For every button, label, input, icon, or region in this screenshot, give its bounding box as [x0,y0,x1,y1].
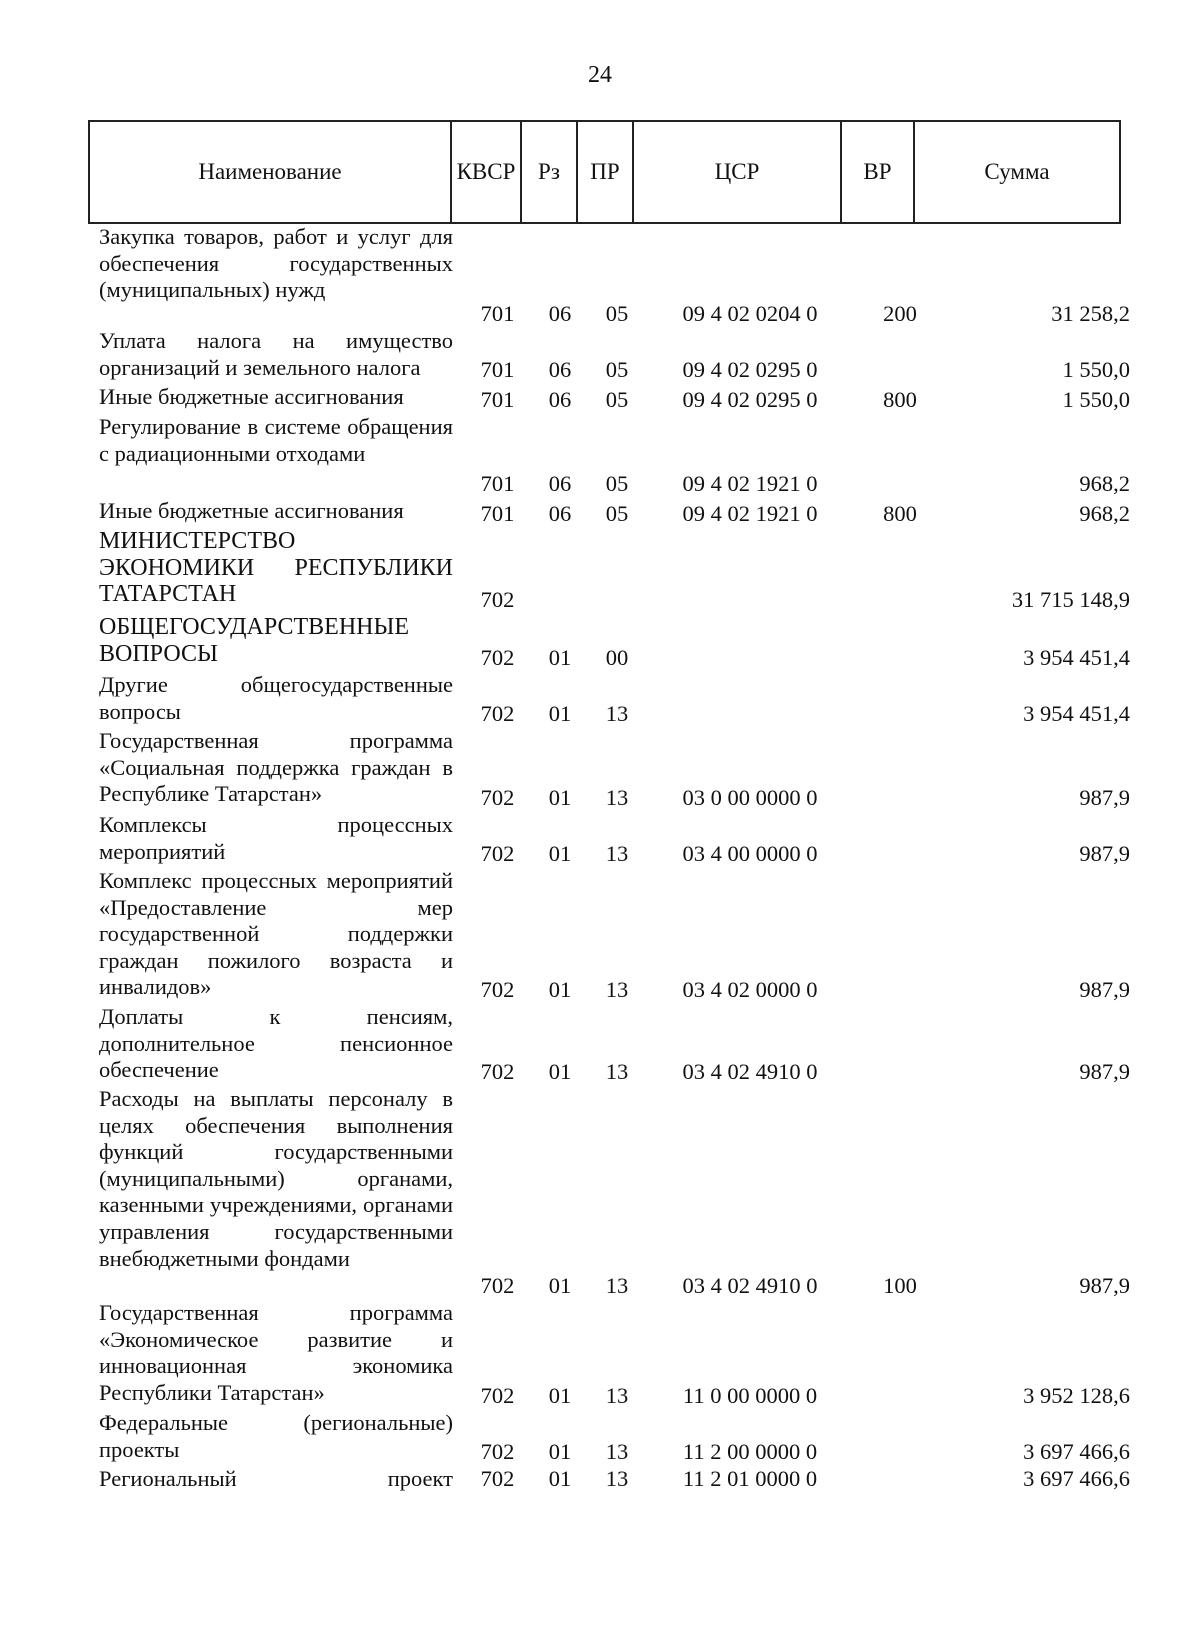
table-row [0,224,1200,328]
row-pr: 13 [605,1059,629,1085]
row-name: Комплекс процессных мероприятий «Предоставление мер государственной поддержки граждан пожилого возраста и инвалидов» [99,868,453,1000]
row-csr: 11 0 00 0000 0 [682,1383,818,1409]
row-rz: 06 [548,387,572,413]
row-rz: 01 [548,1439,572,1465]
row-sum: 1 550,0 [1062,387,1130,413]
header-vr: ВР [841,121,914,223]
row-pr: 05 [605,387,629,413]
row-sum: 968,2 [1079,501,1130,527]
table-header [88,120,1121,224]
header-kvsr: КВСР [451,121,521,223]
table-row [0,1086,1200,1300]
row-kvsr: 702 [480,587,515,613]
row-sum: 31 715 148,9 [1011,587,1130,613]
row-name: Другие общегосударственные вопросы [99,672,453,724]
row-rz: 06 [548,357,572,383]
table-row [0,1410,1200,1466]
table-row [0,868,1200,1004]
row-name: Доплаты к пенсиям, дополнительное пенсионное обеспечение [99,1004,453,1083]
table-row [0,728,1200,812]
row-name: Комплексы процессных мероприятий [99,812,453,864]
row-vr: 200 [883,301,917,327]
row-rz: 01 [548,1273,572,1299]
row-csr: 09 4 02 1921 0 [682,501,818,527]
page-number: 24 [588,62,612,88]
row-sum: 3 697 466,6 [1023,1466,1130,1491]
row-kvsr: 702 [480,1383,515,1409]
row-kvsr: 702 [480,1059,515,1085]
row-rz: 06 [548,501,572,527]
row-pr: 13 [605,1273,629,1299]
table-row [0,414,1200,498]
row-pr: 00 [605,645,629,671]
table-row [0,1300,1200,1410]
row-kvsr: 702 [480,977,515,1003]
row-rz: 01 [548,701,572,727]
table-row [0,672,1200,728]
row-kvsr: 701 [480,471,515,497]
table-row [0,1466,1200,1498]
row-csr: 09 4 02 1921 0 [682,471,818,497]
row-kvsr: 702 [480,1466,515,1491]
row-pr: 05 [605,357,629,383]
row-rz: 01 [548,1466,572,1491]
header-rz: Рз [521,121,577,223]
row-csr: 11 2 01 0000 0 [682,1466,818,1491]
row-pr: 13 [605,1383,629,1409]
row-pr: 13 [605,785,629,811]
row-sum: 3 954 451,4 [1023,645,1130,671]
row-rz: 06 [548,301,572,327]
row-pr: 13 [605,841,629,867]
row-name: МИНИСТЕРСТВО ЭКОНОМИКИ РЕСПУБЛИКИ ТАТАРСТАН [99,528,453,608]
row-rz: 01 [548,977,572,1003]
row-sum: 3 697 466,6 [1023,1439,1130,1465]
row-csr: 03 0 00 0000 0 [682,785,818,811]
header-sum: Сумма [914,121,1120,223]
row-pr: 05 [605,301,629,327]
row-sum: 1 550,0 [1062,357,1130,383]
row-kvsr: 702 [480,701,515,727]
row-kvsr: 702 [480,841,515,867]
table-row [0,614,1200,672]
row-rz: 01 [548,785,572,811]
row-rz: 01 [548,1383,572,1409]
table-row [0,384,1200,414]
row-sum: 987,9 [1079,1273,1130,1299]
row-sum: 987,9 [1079,785,1130,811]
row-name: Государственная программа «Экономическое развитие и инновационная экономика Республики Татарстан» [99,1300,453,1405]
row-sum: 987,9 [1079,841,1130,867]
row-sum: 31 258,2 [1051,301,1130,327]
row-csr: 03 4 00 0000 0 [682,841,818,867]
header-pr: ПР [577,121,633,223]
row-pr: 13 [605,701,629,727]
row-vr: 100 [883,1273,917,1299]
row-name: Иные бюджетные ассигнования [99,498,404,523]
row-kvsr: 702 [480,645,515,671]
table-row [0,328,1200,384]
row-pr: 13 [605,977,629,1003]
row-name: Федеральные (региональные) проекты [99,1410,453,1462]
row-vr: 800 [883,501,917,527]
row-name: Иные бюджетные ассигнования [99,384,404,409]
row-sum: 987,9 [1079,1059,1130,1085]
row-csr: 03 4 02 0000 0 [682,977,818,1003]
row-name: Уплата налога на имущество организаций и земельного налога [99,328,453,380]
header-name: Наименование [89,121,451,223]
row-csr: 09 4 02 0295 0 [682,357,818,383]
row-csr: 09 4 02 0204 0 [682,301,818,327]
row-pr: 13 [605,1466,629,1491]
row-name: Государственная программа «Социальная поддержка граждан в Республике Татарстан» [99,728,453,807]
row-kvsr: 702 [480,1439,515,1465]
table-row [0,528,1200,614]
table-row [0,1004,1200,1086]
row-kvsr: 702 [480,1273,515,1299]
row-rz: 06 [548,471,572,497]
row-sum: 3 954 451,4 [1023,701,1130,727]
row-pr: 05 [605,501,629,527]
row-name: Расходы на выплаты персоналу в целях обеспечения выполнения функций государственными (муниципальными) органами, казенными учреждениями, органами управления государственными внебюджетными фондами [99,1086,453,1271]
row-kvsr: 701 [480,301,515,327]
row-rz: 01 [548,841,572,867]
row-sum: 987,9 [1079,977,1130,1003]
row-csr: 09 4 02 0295 0 [682,387,818,413]
row-kvsr: 701 [480,501,515,527]
row-sum: 968,2 [1079,471,1130,497]
row-sum: 3 952 128,6 [1023,1383,1130,1409]
row-kvsr: 701 [480,387,515,413]
row-pr: 13 [605,1439,629,1465]
row-csr: 03 4 02 4910 0 [682,1059,818,1085]
header-csr: ЦСР [633,121,841,223]
row-kvsr: 702 [480,785,515,811]
row-rz: 01 [548,645,572,671]
table-row [0,498,1200,528]
row-kvsr: 701 [480,357,515,383]
row-name: ОБЩЕГОСУДАРСТВЕННЫЕ ВОПРОСЫ [99,614,410,667]
row-vr: 800 [883,387,917,413]
row-name: Закупка товаров, работ и услуг для обеспечения государственных (муниципальных) нужд [99,224,453,303]
budget-table-body [0,224,1200,1498]
row-csr: 11 2 00 0000 0 [682,1439,818,1465]
row-name: Регулирование в системе обращения с радиационными отходами [99,414,453,466]
table-row [0,812,1200,868]
row-csr: 03 4 02 4910 0 [682,1273,818,1299]
row-name: Региональный проект [99,1466,453,1491]
row-pr: 05 [605,471,629,497]
row-rz: 01 [548,1059,572,1085]
